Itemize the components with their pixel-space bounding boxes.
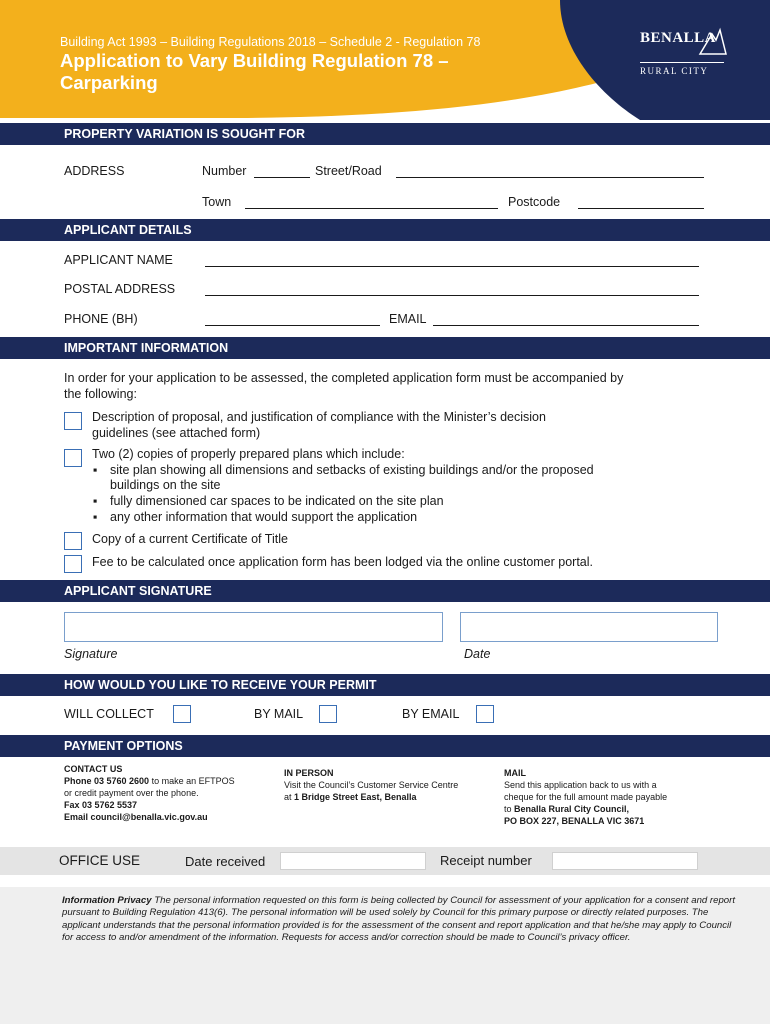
by-mail-label: BY MAIL	[254, 707, 304, 721]
date-received-field[interactable]	[280, 852, 426, 870]
contact-email: Email council@benalla.vic.gov.au	[64, 812, 208, 822]
receipt-number-field[interactable]	[552, 852, 698, 870]
number-label: Number	[202, 164, 247, 178]
title-line-1: Application to Vary Building Regulation 78 –	[60, 50, 449, 71]
applicant-name-label: APPLICANT NAME	[64, 253, 173, 267]
signature-field[interactable]	[64, 612, 443, 642]
by-email-checkbox[interactable]	[476, 705, 494, 723]
postal-address-field[interactable]	[205, 295, 699, 296]
email-field[interactable]	[433, 325, 699, 326]
mail-line-4: PO BOX 227, BENALLA VIC 3671	[504, 816, 645, 826]
item-description-line-1: Description of proposal, and justification of compliance with the Minister’s decision	[92, 410, 546, 424]
plans-checkbox[interactable]	[64, 449, 82, 467]
number-field[interactable]	[254, 177, 310, 178]
in-person-prefix: at	[284, 792, 295, 802]
privacy-notice	[0, 887, 770, 1024]
logo-wordmark: BENALLA	[640, 30, 717, 46]
contact-phone	[64, 775, 235, 787]
bullet-site-plan-line-2: buildings on the site	[110, 478, 221, 492]
phone-field[interactable]	[205, 325, 380, 326]
date-field[interactable]	[460, 612, 718, 642]
intro-line-1: In order for your application to be assessed, the completed application form must be accompanied by	[64, 371, 624, 385]
description-checkbox[interactable]	[64, 412, 82, 430]
form-header	[0, 0, 770, 120]
will-collect-label: WILL COLLECT	[64, 707, 154, 721]
contact-fax: Fax 03 5762 5537	[64, 800, 138, 810]
council-logo	[638, 26, 728, 82]
postal-address-label: POSTAL ADDRESS	[64, 282, 176, 296]
item-plans: Two (2) copies of properly prepared plans which include:	[92, 447, 405, 461]
title-certificate-checkbox[interactable]	[64, 532, 82, 550]
by-email-label: BY EMAIL	[402, 707, 460, 721]
mail-line-3	[504, 803, 629, 815]
postcode-label: Postcode	[508, 195, 561, 209]
bullet-site-plan-line-1: site plan showing all dimensions and setbacks of existing buildings and/or the proposed	[110, 463, 594, 477]
town-field[interactable]	[245, 208, 498, 209]
bullet-icon: ▪	[93, 463, 98, 477]
applicant-name-field[interactable]	[205, 266, 699, 267]
privacy-title: Information Privacy	[62, 895, 152, 906]
mail-payee: Benalla Rural City Council,	[514, 804, 630, 814]
section-receive-heading: HOW WOULD YOU LIKE TO RECEIVE YOUR PERMIT	[0, 674, 770, 696]
phone-label: PHONE (BH)	[64, 312, 138, 326]
page-title	[60, 50, 540, 94]
mail-line-1: Send this application back to us with a	[504, 780, 657, 790]
address-label: ADDRESS	[64, 164, 125, 178]
contact-phone-number: Phone 03 5760 2600	[64, 776, 150, 786]
will-collect-checkbox[interactable]	[173, 705, 191, 723]
contact-phone-text: to make an EFTPOS	[149, 776, 235, 786]
office-use-label: OFFICE USE	[59, 853, 141, 868]
mail-prefix: to	[504, 804, 515, 814]
street-label: Street/Road	[315, 164, 382, 178]
section-applicant-heading: APPLICANT DETAILS	[0, 219, 770, 241]
contact-line-2: or credit payment over the phone.	[64, 788, 199, 798]
in-person-address: 1 Bridge Street East, Benalla	[294, 792, 417, 802]
by-mail-checkbox[interactable]	[319, 705, 337, 723]
signature-label: Signature	[64, 647, 118, 661]
in-person-line-1: Visit the Council’s Customer Service Centre	[284, 780, 459, 790]
intro-line-2: the following:	[64, 387, 137, 401]
postcode-field[interactable]	[578, 208, 704, 209]
section-property-heading: PROPERTY VARIATION IS SOUGHT FOR	[0, 123, 770, 145]
title-line-2: Carparking	[60, 72, 158, 93]
receipt-number-label: Receipt number	[440, 853, 532, 868]
item-fee: Fee to be calculated once application form has been lodged via the online customer portal.	[92, 555, 594, 569]
bullet-other-info: any other information that would support the application	[110, 510, 418, 524]
date-received-label: Date received	[185, 854, 266, 869]
street-field[interactable]	[396, 177, 704, 178]
email-label: EMAIL	[389, 312, 427, 326]
header-subtitle: Building Act 1993 – Building Regulations 2018 – Schedule 2 - Regulation 78	[60, 35, 481, 49]
mail-title: MAIL	[504, 768, 526, 778]
mail-line-2: cheque for the full amount made payable	[504, 792, 668, 802]
fee-checkbox[interactable]	[64, 555, 82, 573]
section-payment-heading: PAYMENT OPTIONS	[0, 735, 770, 757]
section-signature-heading: APPLICANT SIGNATURE	[0, 580, 770, 602]
privacy-text	[62, 895, 742, 945]
in-person-line-2	[284, 791, 417, 803]
privacy-body: The personal information requested on this form is being collected by Council for assessment of your application for a consent and report pursuant to Building Regulation 413(6). The personal information will be used solely by Council for this primary purpose or directly related purposes. The applicant understands that the personal information provided is for the assessment of the consent and report application and that he/she may apply to Council for access to and/or amendment of the information. Requests for access and/or correction should be made to Council’s privacy officer.	[62, 895, 735, 944]
item-description-line-2: guidelines (see attached form)	[92, 426, 261, 440]
item-certificate: Copy of a current Certificate of Title	[92, 532, 288, 546]
office-use-strip	[0, 847, 770, 875]
bullet-icon: ▪	[93, 494, 98, 508]
logo-rule	[640, 62, 724, 63]
town-label: Town	[202, 195, 232, 209]
bullet-car-spaces: fully dimensioned car spaces to be indicated on the site plan	[110, 494, 444, 508]
contact-title: CONTACT US	[64, 764, 123, 774]
logo-subtext: RURAL CITY	[640, 66, 709, 76]
in-person-title: IN PERSON	[284, 768, 334, 778]
section-important-heading: IMPORTANT INFORMATION	[0, 337, 770, 359]
bullet-icon: ▪	[93, 510, 98, 524]
date-label: Date	[464, 647, 491, 661]
